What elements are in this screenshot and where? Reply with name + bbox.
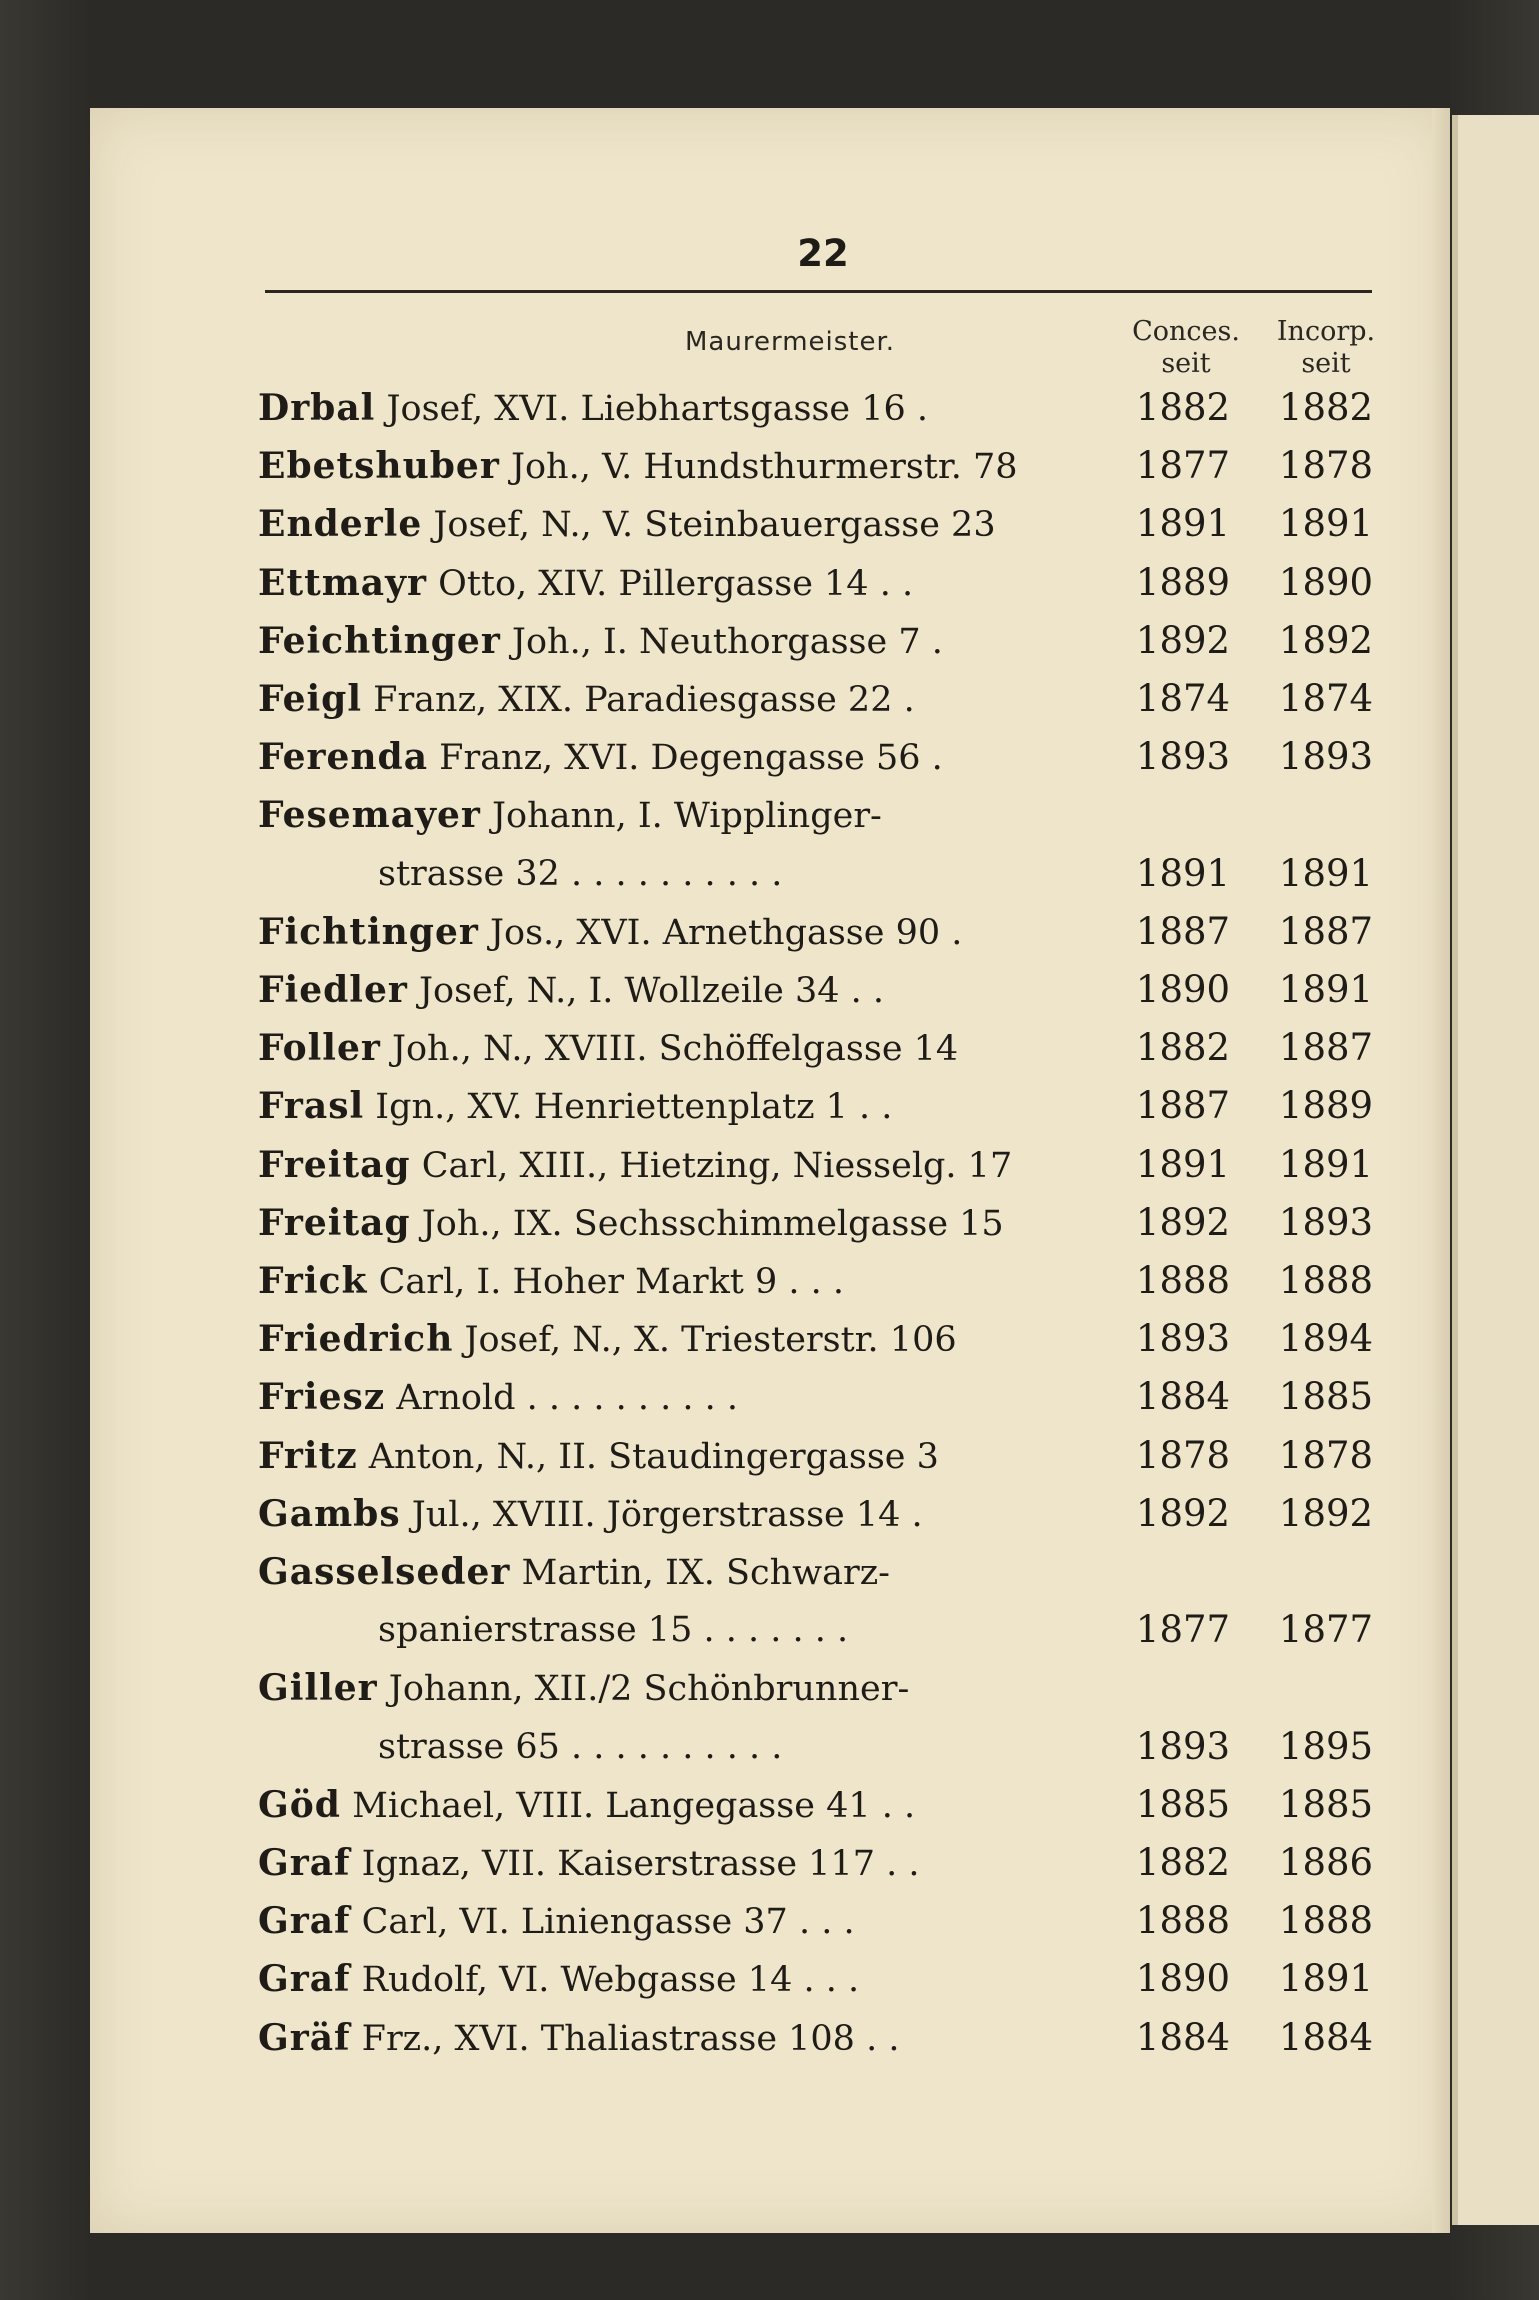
- entry-conces-year: 1887: [1135, 909, 1231, 953]
- entry-details: Josef, XVI. Liebhartsgasse 16 .: [375, 389, 929, 429]
- entry-surname: Graf: [258, 1958, 351, 2001]
- entry-details: Joh., IX. Sechsschimmelgasse 15: [410, 1203, 1004, 1244]
- entry-line: [258, 561, 1098, 605]
- entry-incorp-year: 1894: [1278, 1317, 1374, 1361]
- entry-surname: Drbal: [258, 387, 376, 429]
- entry-conces-year: 1877: [1135, 1608, 1231, 1652]
- entry-details: Carl, XIII., Hietzing, Niesselg. 17: [410, 1145, 1013, 1186]
- entry-conces-year: 1887: [1135, 1084, 1231, 1128]
- entry-conces-year: 1888: [1135, 1259, 1231, 1302]
- entry-line: [258, 2016, 1098, 2060]
- column-header-conces-line1: Conces.: [1132, 316, 1240, 347]
- entry-incorp-year: 1885: [1278, 1375, 1374, 1419]
- entry-incorp-year: 1891: [1278, 1142, 1374, 1186]
- entry-incorp-year: 1893: [1278, 1200, 1374, 1244]
- entry-incorp-year: 1878: [1278, 1433, 1374, 1477]
- entry-line: [258, 1259, 1098, 1303]
- entry-surname: Friesz: [258, 1376, 386, 1419]
- entry-line: [258, 1084, 1098, 1128]
- entry-conces-year: 1874: [1135, 677, 1231, 720]
- entry-conces-year: 1885: [1135, 1782, 1231, 1826]
- section-title: Maurermeister.: [685, 327, 896, 357]
- entry-conces-year: 1889: [1135, 560, 1231, 604]
- entry-conces-year: 1891: [1135, 851, 1231, 895]
- entry-incorp-year: 1891: [1278, 968, 1374, 1011]
- entry-details: Carl, I. Hoher Markt 9 . . .: [367, 1262, 845, 1302]
- entry-incorp-year: 1891: [1278, 1957, 1374, 2001]
- entry-conces-year: 1893: [1135, 1724, 1231, 1768]
- entry-details: Franz, XVI. Degengasse 56 .: [428, 738, 943, 779]
- entry-line: [258, 1666, 1098, 1710]
- entry-details: Josef, N., V. Steinbauergasse 23: [422, 505, 996, 546]
- entry-details: Otto, XIV. Pillergasse 14 . .: [427, 563, 914, 604]
- entry-surname: Fichtinger: [258, 910, 479, 953]
- entry-surname: Freitag: [258, 1201, 411, 1244]
- entry-conces-year: 1884: [1135, 2015, 1231, 2059]
- entry-details: Ign., XV. Henriettenplatz 1 . .: [364, 1087, 893, 1128]
- entry-line: [258, 1434, 1098, 1478]
- entry-details: Josef, N., X. Triesterstr. 106: [453, 1320, 957, 1361]
- entry-line: [258, 1143, 1098, 1187]
- entry-conces-year: 1890: [1135, 968, 1231, 1011]
- entry-incorp-year: 1886: [1278, 1841, 1374, 1884]
- entry-surname: Feigl: [258, 678, 363, 720]
- entry-incorp-year: 1888: [1278, 1259, 1374, 1302]
- entry-details: Johann, I. Wipplinger-: [480, 796, 882, 837]
- entry-line: [258, 1201, 1098, 1245]
- entry-conces-year: 1892: [1135, 1200, 1231, 1244]
- entry-incorp-year: 1888: [1278, 1899, 1374, 1943]
- entry-details: Ignaz, VII. Kaiserstrasse 117 . .: [350, 1844, 920, 1884]
- entry-continuation: spanierstrasse 15 . . . . . . .: [378, 1610, 849, 1651]
- entry-details: Anton, N., II. Staudingergasse 3: [357, 1436, 939, 1477]
- entry-incorp-year: 1895: [1278, 1724, 1374, 1768]
- entry-incorp-year: 1892: [1278, 618, 1374, 662]
- entry-conces-year: 1893: [1135, 735, 1231, 779]
- entry-incorp-year: 1885: [1278, 1782, 1374, 1826]
- entry-details: Joh., N., XVIII. Schöffelgasse 14: [380, 1029, 959, 1070]
- entry-incorp-year: 1891: [1278, 502, 1374, 546]
- column-header-conces-line2: seit: [1161, 348, 1211, 379]
- entry-surname: Ettmayr: [258, 561, 427, 604]
- entry-details: Jul., XVIII. Jörgerstrasse 14 .: [400, 1494, 923, 1535]
- entry-conces-year: 1877: [1135, 444, 1231, 488]
- entry-surname: Gambs: [258, 1492, 401, 1535]
- entry-line: [258, 910, 1098, 954]
- entry-details: Rudolf, VI. Webgasse 14 . . .: [350, 1960, 860, 2001]
- entry-details: Josef, N., I. Wollzeile 34 . .: [407, 971, 885, 1011]
- entry-line: [258, 444, 1098, 488]
- entry-line: [258, 1492, 1098, 1536]
- entry-surname: Fesemayer: [258, 794, 481, 837]
- entry-incorp-year: 1878: [1278, 444, 1374, 488]
- entry-details: Michael, VIII. Langegasse 41 . .: [340, 1785, 916, 1826]
- entry-line: [258, 1317, 1098, 1361]
- entry-line: [258, 677, 1098, 721]
- entry-continuation: strasse 32 . . . . . . . . . .: [378, 853, 783, 894]
- entry-details: Joh., I. Neuthorgasse 7 .: [500, 621, 943, 662]
- column-header-incorp-line2: seit: [1301, 348, 1351, 379]
- entry-line: [258, 619, 1098, 663]
- entry-surname: Friedrich: [258, 1318, 454, 1361]
- entry-incorp-year: 1890: [1278, 560, 1374, 604]
- entry-surname: Feichtinger: [258, 619, 501, 662]
- entry-incorp-year: 1892: [1278, 1491, 1374, 1535]
- entry-details: Franz, XIX. Paradiesgasse 22 .: [362, 680, 915, 720]
- entry-surname: Frasl: [258, 1085, 365, 1128]
- entry-surname: Freitag: [258, 1143, 411, 1186]
- entry-line: [258, 735, 1098, 779]
- entry-surname: Ferenda: [258, 736, 429, 779]
- entry-conces-year: 1882: [1135, 1841, 1231, 1884]
- entry-surname: Fiedler: [258, 969, 408, 1011]
- entry-line: [258, 1783, 1098, 1827]
- entry-conces-year: 1890: [1135, 1957, 1231, 2001]
- entry-line: [258, 1026, 1098, 1070]
- entry-incorp-year: 1884: [1278, 2015, 1374, 2059]
- entry-details: Joh., V. Hundsthurmerstr. 78: [499, 447, 1018, 488]
- entry-conces-year: 1882: [1135, 1026, 1231, 1070]
- entry-conces-year: 1878: [1135, 1433, 1231, 1477]
- page-number: 22: [797, 232, 849, 275]
- column-header-incorp-line1: Incorp.: [1276, 316, 1376, 347]
- entry-details: Frz., XVI. Thaliastrasse 108 . .: [350, 2018, 900, 2059]
- entry-incorp-year: 1891: [1278, 851, 1374, 895]
- entry-surname: Gräf: [258, 2016, 351, 2059]
- entry-line: [258, 1957, 1098, 2001]
- entry-line: [258, 386, 1098, 430]
- entry-incorp-year: 1887: [1278, 909, 1374, 953]
- entry-details: Carl, VI. Liniengasse 37 . . .: [350, 1902, 855, 1943]
- entry-conces-year: 1892: [1135, 618, 1231, 662]
- entry-conces-year: 1893: [1135, 1317, 1231, 1361]
- entry-conces-year: 1891: [1135, 502, 1231, 546]
- entry-details: Johann, XII./2 Schönbrunner-: [377, 1669, 910, 1710]
- entry-surname: Giller: [258, 1667, 378, 1710]
- entry-conces-year: 1888: [1135, 1899, 1231, 1943]
- entry-surname: Foller: [258, 1027, 381, 1070]
- entry-line: [258, 1841, 1098, 1885]
- entry-incorp-year: 1882: [1278, 386, 1374, 429]
- entry-line: [258, 793, 1098, 837]
- entry-surname: Gasselseder: [258, 1551, 511, 1593]
- entry-surname: Ebetshuber: [258, 445, 500, 488]
- entry-surname: Göd: [258, 1783, 341, 1826]
- entry-conces-year: 1882: [1135, 386, 1231, 429]
- entry-surname: Enderle: [258, 503, 423, 546]
- entry-line: [258, 1375, 1098, 1419]
- entry-details: Jos., XVI. Arnethgasse 90 .: [478, 912, 963, 953]
- entry-conces-year: 1891: [1135, 1142, 1231, 1186]
- entry-incorp-year: 1887: [1278, 1026, 1374, 1070]
- entry-continuation: strasse 65 . . . . . . . . . .: [378, 1726, 783, 1767]
- entry-line: [258, 968, 1098, 1012]
- entry-line: [258, 502, 1098, 546]
- entry-conces-year: 1892: [1135, 1491, 1231, 1535]
- entry-surname: Graf: [258, 1842, 351, 1884]
- entry-details: Arnold . . . . . . . . . .: [385, 1378, 739, 1419]
- entry-incorp-year: 1889: [1278, 1084, 1374, 1128]
- entry-incorp-year: 1893: [1278, 735, 1374, 779]
- entry-details: Martin, IX. Schwarz-: [510, 1553, 890, 1593]
- entry-conces-year: 1884: [1135, 1375, 1231, 1419]
- entry-line: [258, 1899, 1098, 1943]
- entry-surname: Fritz: [258, 1434, 358, 1477]
- entry-line: [258, 1550, 1098, 1594]
- entry-surname: Graf: [258, 1900, 351, 1943]
- entry-incorp-year: 1877: [1278, 1608, 1374, 1652]
- entry-incorp-year: 1874: [1278, 677, 1374, 720]
- entry-surname: Frick: [258, 1260, 368, 1302]
